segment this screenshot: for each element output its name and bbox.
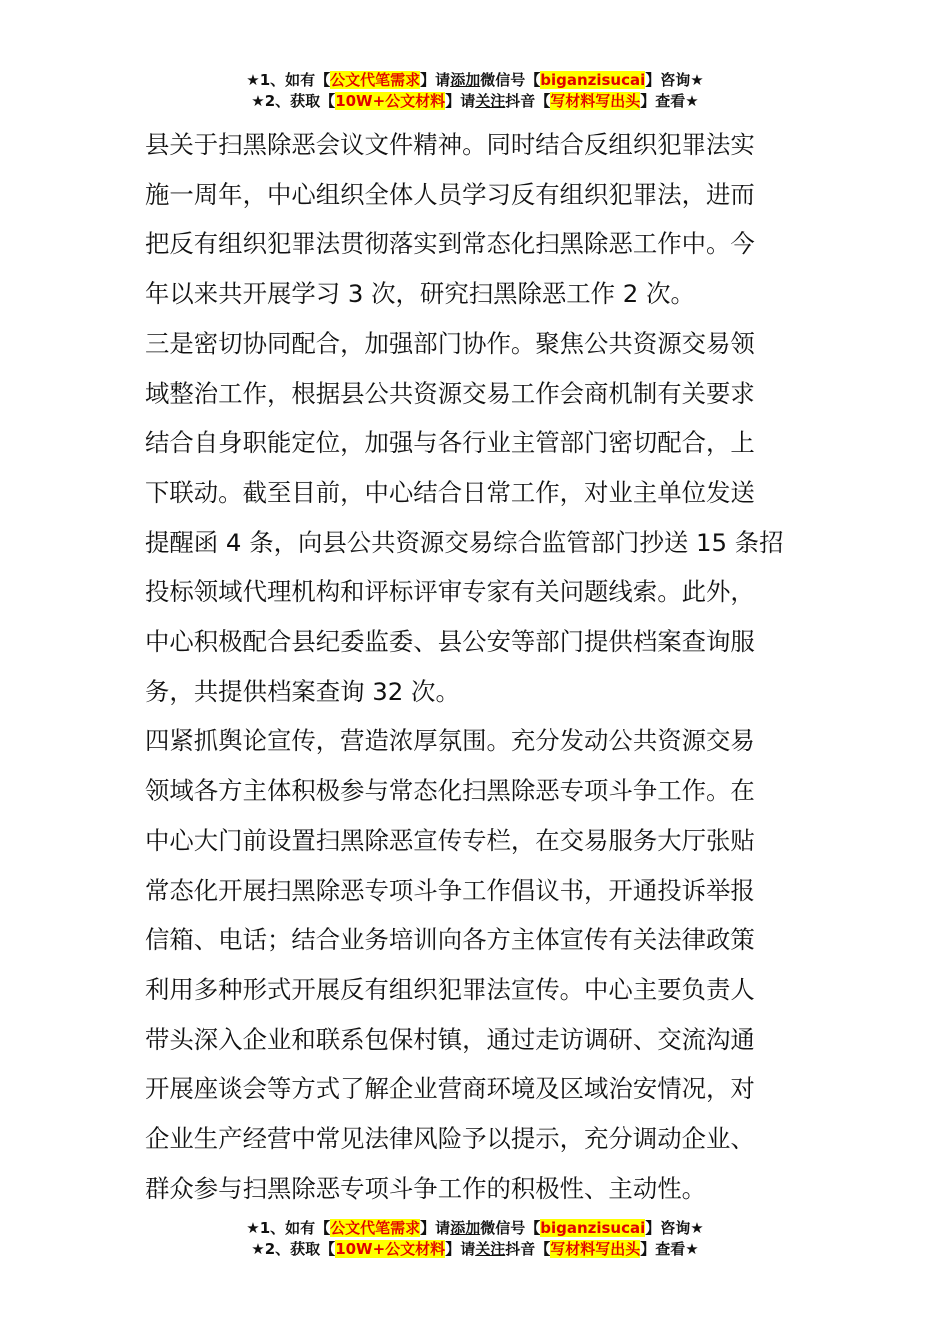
footer-banner: [0, 1218, 950, 1260]
text-line: 把反有组织犯罪法贯彻落实到常态化扫黑除恶工作中。今: [145, 229, 755, 259]
document-body: [145, 120, 810, 1213]
highlight-wechat-id: biganzisucai: [540, 71, 646, 89]
text-line: 年以来共开展学习 3 次，研究扫黑除恶工作 2 次。: [145, 279, 695, 309]
highlight-service: 公文代笔需求: [330, 1219, 421, 1237]
banner-line-2: ★2、获取【10W+公文材料】请关注抖音【写材料写出头】查看★: [251, 1240, 699, 1258]
text-line: 企业生产经营中常见法律风险予以提示，充分调动企业、: [145, 1124, 755, 1154]
banner-line-1: ★1、如有【公文代笔需求】请添加微信号【biganzisucai】咨询★: [246, 1219, 704, 1237]
highlight-wechat-id: biganzisucai: [540, 1219, 646, 1237]
text-line: 县关于扫黑除恶会议文件精神。同时结合反组织犯罪法实: [145, 130, 755, 159]
text-line: 域整治工作，根据县公共资源交易工作会商机制有关要求: [145, 378, 755, 408]
text-line: 提醒函 4 条，向县公共资源交易综合监管部门抄送 15 条招: [145, 527, 784, 557]
highlight-douyin-id: 写材料写出头: [550, 1240, 641, 1258]
text-line: 投标领域代理机构和评标评审专家有关问题线索。此外，: [145, 577, 755, 607]
text-line: 常态化开展扫黑除恶专项斗争工作倡议书，开通投诉举报: [145, 875, 755, 905]
highlight-service: 公文代笔需求: [330, 71, 421, 89]
banner-line-1: ★1、如有【公文代笔需求】请添加微信号【biganzisucai】咨询★: [246, 71, 704, 89]
text-line: 利用多种形式开展反有组织犯罪法宣传。中心主要负责人: [145, 974, 755, 1004]
text-line: 开展座谈会等方式了解企业营商环境及区域治安情况，对: [145, 1074, 755, 1104]
text-line: 领域各方主体积极参与常态化扫黑除恶专项斗争工作。在: [145, 776, 755, 806]
text-line: 带头深入企业和联系包保村镇，通过走访调研、交流沟通: [145, 1024, 755, 1054]
text-line: 信箱、电话；结合业务培训向各方主体宣传有关法律政策: [145, 925, 755, 955]
text-line: 三是密切协同配合，加强部门协作。聚焦公共资源交易领: [145, 328, 755, 358]
text-line: 下联动。截至目前，中心结合日常工作，对业主单位发送: [145, 477, 755, 507]
text-line: 中心大门前设置扫黑除恶宣传专栏，在交易服务大厅张贴: [145, 825, 755, 855]
text-line: 中心积极配合县纪委监委、县公安等部门提供档案查询服: [145, 627, 755, 657]
banner-line-2: ★2、获取【10W+公文材料】请关注抖音【写材料写出头】查看★: [251, 92, 699, 110]
text-line: 施一周年，中心组织全体人员学习反有组织犯罪法，进而: [145, 179, 755, 209]
text-line: 务，共提供档案查询 32 次。: [145, 676, 460, 706]
highlight-materials: 10W+公文材料: [335, 1240, 446, 1258]
header-banner: [0, 70, 950, 112]
highlight-materials: 10W+公文材料: [335, 92, 446, 110]
highlight-douyin-id: 写材料写出头: [550, 92, 641, 110]
text-line: 结合自身职能定位，加强与各行业主管部门密切配合，上: [145, 428, 755, 458]
text-line: 群众参与扫黑除恶专项斗争工作的积极性、主动性。: [145, 1173, 706, 1203]
text-line: 四紧抓舆论宣传，营造浓厚氛围。充分发动公共资源交易: [145, 726, 755, 756]
